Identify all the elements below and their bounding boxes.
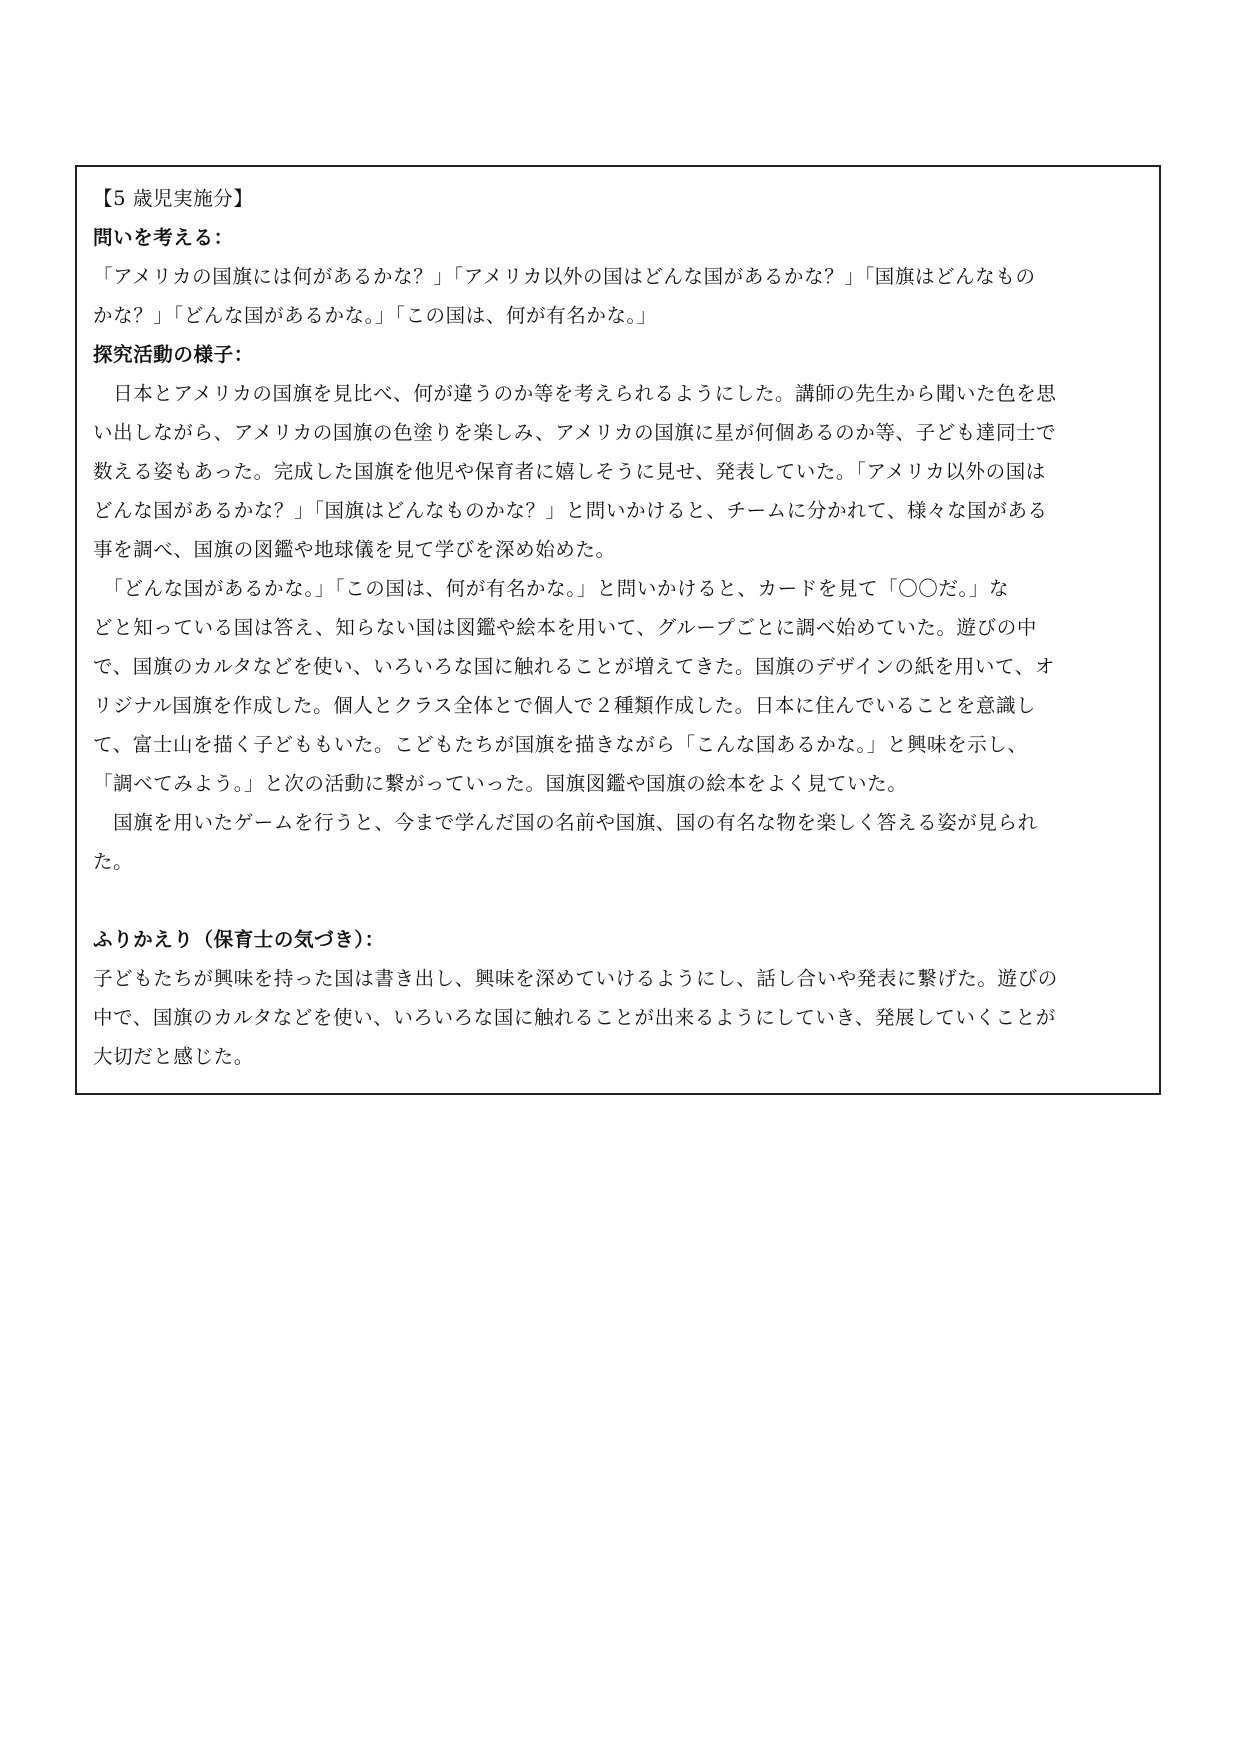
reflection-line: 大切だと感じた。: [93, 1045, 254, 1068]
activity-line: て、富士山を描く子どももいた。こどもたちが国旗を描きながら「こんな国あるかな。」と興味を示し、: [93, 733, 1028, 756]
reflection-line: 子どもたちが興味を持った国は書き出し、興味を深めていけるようにし、話し合いや発表に繋げた。遊びの: [93, 967, 1058, 990]
activity-line: 数える姿もあった。完成した国旗を他児や保育者に嬉しそうに見せ、発表していた。「アメリカ以外の国は: [93, 460, 1046, 483]
activity-line: どんな国があるかな？」「国旗はどんなものかな？」と問いかけると、チームに分かれて、様々な国がある: [93, 499, 1048, 522]
question-line: かな？」「どんな国があるかな。」「この国は、何が有名かな。」: [93, 304, 658, 327]
activity-line: で、国旗のカルタなどを使い、いろいろな国に触れることが増えてきた。国旗のデザインの紙を用いて、オ: [93, 655, 1055, 678]
activity-line: リジナル国旗を作成した。個人とクラス全体とで個人で２種類作成した。日本に住んでいることを意識し: [93, 694, 1037, 717]
activity-line: 「調べてみよう。」と次の活動に繋がっていった。国旗図鑑や国旗の絵本をよく見ていた。: [93, 772, 908, 795]
question-line: 「アメリカの国旗には何があるかな？」「アメリカ以外の国はどんな国があるかな？」「国旗はどんなもの: [93, 265, 1036, 288]
section-title: 【5 歳児実施分】: [93, 187, 254, 210]
activity-line: 日本とアメリカの国旗を見比べ、何が違うのか等を考えられるようにした。講師の先生から聞いた色を思: [93, 382, 1057, 405]
reflection-line: 中で、国旗のカルタなどを使い、いろいろな国に触れることが出来るようにしていき、発展していくことが: [93, 1006, 1056, 1029]
activity-line: た。: [93, 850, 134, 873]
activity-line: 国旗を用いたゲームを行うと、今まで学んだ国の名前や国旗、国の有名な物を楽しく答える姿が見られ: [93, 811, 1038, 834]
spacer: [93, 881, 1145, 920]
activity-line: どと知っている国は答え、知らない国は図鑑や絵本を用いて、グループごとに調べ始めていた。遊びの中: [93, 616, 1037, 639]
question-heading: 問いを考える：: [93, 226, 234, 249]
activity-line: 「どんな国があるかな。」「この国は、何が有名かな。」と問いかけると、カードを見て「〇〇だ。」な: [93, 577, 1010, 600]
activity-line: 事を調べ、国旗の図鑑や地球儀を見て学びを深め始めた。: [93, 538, 616, 561]
activity-heading: 探究活動の様子：: [93, 343, 254, 366]
report-box: [75, 165, 1161, 1095]
activity-line: い出しながら、アメリカの国旗の色塗りを楽しみ、アメリカの国旗に星が何個あるのか等、子ども達同士で: [93, 421, 1057, 444]
reflection-heading: ふりかえり（保育士の気づき）：: [93, 928, 385, 951]
